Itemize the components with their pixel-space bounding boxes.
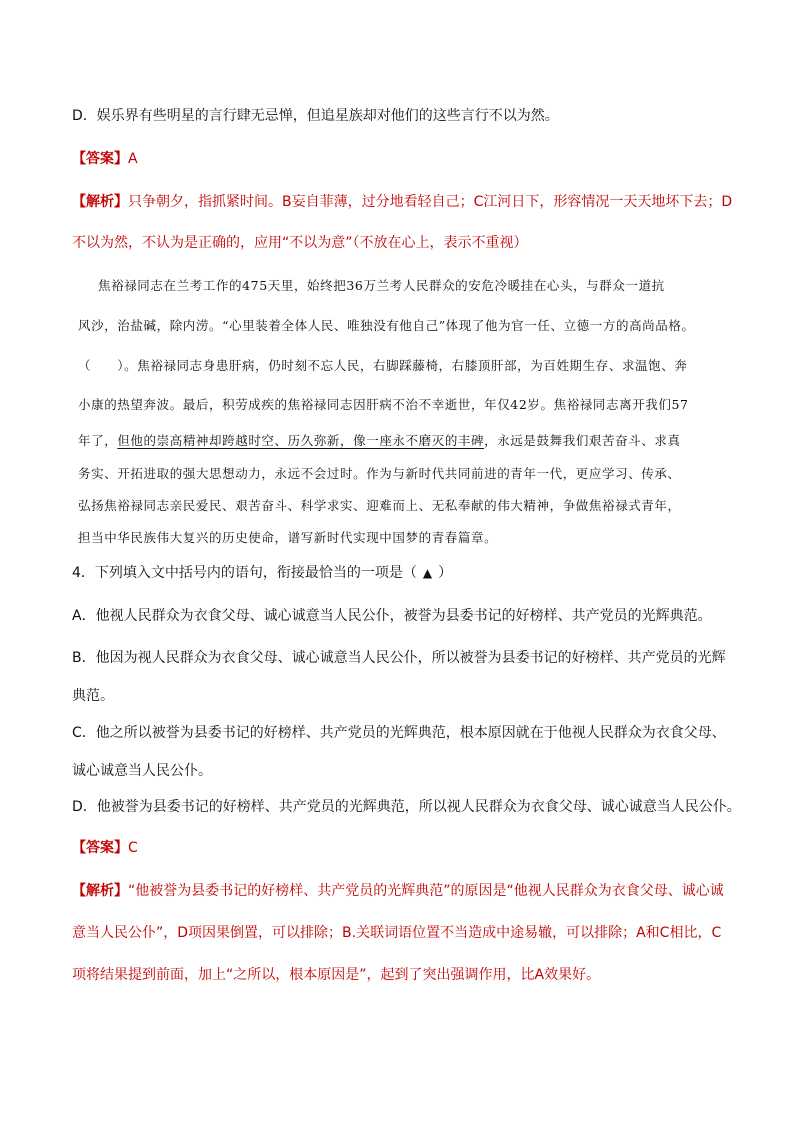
q4-option-c-line-1: C．他之所以被誉为县委书记的好榜样、共产党员的光辉典范，根本原因就在于他视人民群众为衣食父母、: [72, 725, 726, 741]
analysis-2-line-3: 项将结果提到前面，加上“之所以，根本原因是”，起到了突出强调作用，比A效果好。: [72, 967, 601, 983]
q4-option-b-line-1: B．他因为视人民群众为衣食父母、诚心诚意当人民公仆，所以被誉为县委书记的好榜样、共产党员的光辉: [72, 650, 726, 666]
analysis-text: 只争朝夕，指抓紧时间。B妄自菲薄，过分地看轻自己；C江河日下，形容情况一天天地坏下去；D: [128, 194, 733, 210]
answer-1: [72, 149, 138, 169]
analysis-label: 【解析】: [72, 194, 128, 210]
triangle-mark-icon: ▲: [422, 566, 433, 580]
answer-2: [72, 838, 138, 858]
q4-option-b-line-2: 典范。: [72, 688, 114, 704]
question-stem-text: 4．下列填入文中括号内的语句，衔接最恰当的一项是（: [72, 565, 417, 581]
underlined-sentence: 但他的崇高精神却跨越时空、历久弥新，像一座永不磨灭的丰碑: [117, 433, 485, 448]
analysis-1-line-1: [72, 192, 732, 212]
analysis-2-line-1: [72, 881, 724, 901]
passage-line-5: [78, 431, 738, 451]
answer-label: 【答案】: [72, 151, 128, 167]
answer-value: A: [128, 151, 138, 167]
q4-option-d: D．他被誉为县委书记的好榜样、共产党员的光辉典范，所以视人民群众为衣食父母、诚心诚意当人民公仆。: [72, 799, 741, 815]
q4-option-c-line-2: 诚心诚意当人民公仆。: [72, 763, 212, 779]
passage-line-1: 焦裕禄同志在兰考工作的475天里，始终把36万兰考人民群众的安危冷暖挂在心头，与群众一道抗: [98, 278, 665, 293]
question-stem-end: ）: [438, 565, 453, 581]
passage-line-6: 务实、开拓进取的强大思想动力，永远不会过时。作为与新时代共同前进的青年一代，更应学习、传承、: [78, 466, 681, 481]
passage-line-5-post: ，永远是鼓舞我们艰苦奋斗、求真: [484, 433, 681, 448]
analysis-1-line-2: 不以为然，不认为是正确的，应用“不以为意”（不放在心上，表示不重视）: [72, 235, 528, 251]
passage-line-3: （ ）。焦裕禄同志身患肝病，仍时刻不忘人民，右脚踩藤椅，右膝顶肝部，为百姓期生存、求温饱、奔: [78, 358, 688, 373]
passage-line-8: 担当中华民族伟大复兴的历史使命，谱写新时代实现中国梦的青春篇章。: [78, 530, 498, 545]
answer-label: 【答案】: [72, 840, 128, 856]
passage-line-5-pre: 年了，: [78, 433, 118, 448]
passage-line-7: 弘扬焦裕禄同志亲民爱民、艰苦奋斗、科学求实、迎难而上、无私奉献的伟大精神，争做焦裕禄式青年，: [78, 498, 681, 513]
analysis-label: 【解析】: [72, 883, 128, 899]
question-4-stem: [72, 563, 452, 583]
passage-line-2: 风沙，治盐碱，除内涝。“心里装着全体人民、唯独没有他自己”体现了他为官一任、立德一方的高尚品格。: [78, 318, 695, 333]
analysis-text: “他被誉为县委书记的好榜样、共产党员的光辉典范”的原因是“他视人民群众为衣食父母、诚心诚: [128, 883, 724, 899]
answer-value: C: [128, 840, 138, 856]
q3-option-d: D．娱乐界有些明星的言行肆无忌惮，但追星族却对他们的这些言行不以为然。: [72, 108, 559, 124]
analysis-2-line-2: 意当人民公仆”，D项因果倒置，可以排除；B.关联词语位置不当造成中途易辙，可以排除；A和C相比，C: [72, 925, 722, 941]
q4-option-a: A．他视人民群众为衣食父母、诚心诚意当人民公仆，被誉为县委书记的好榜样、共产党员的光辉典范。: [72, 608, 712, 624]
passage-line-4: 小康的热望奔波。最后，积劳成疾的焦裕禄同志因肝病不治不幸逝世，年仅42岁。焦裕禄同志离开我们57: [78, 397, 689, 412]
